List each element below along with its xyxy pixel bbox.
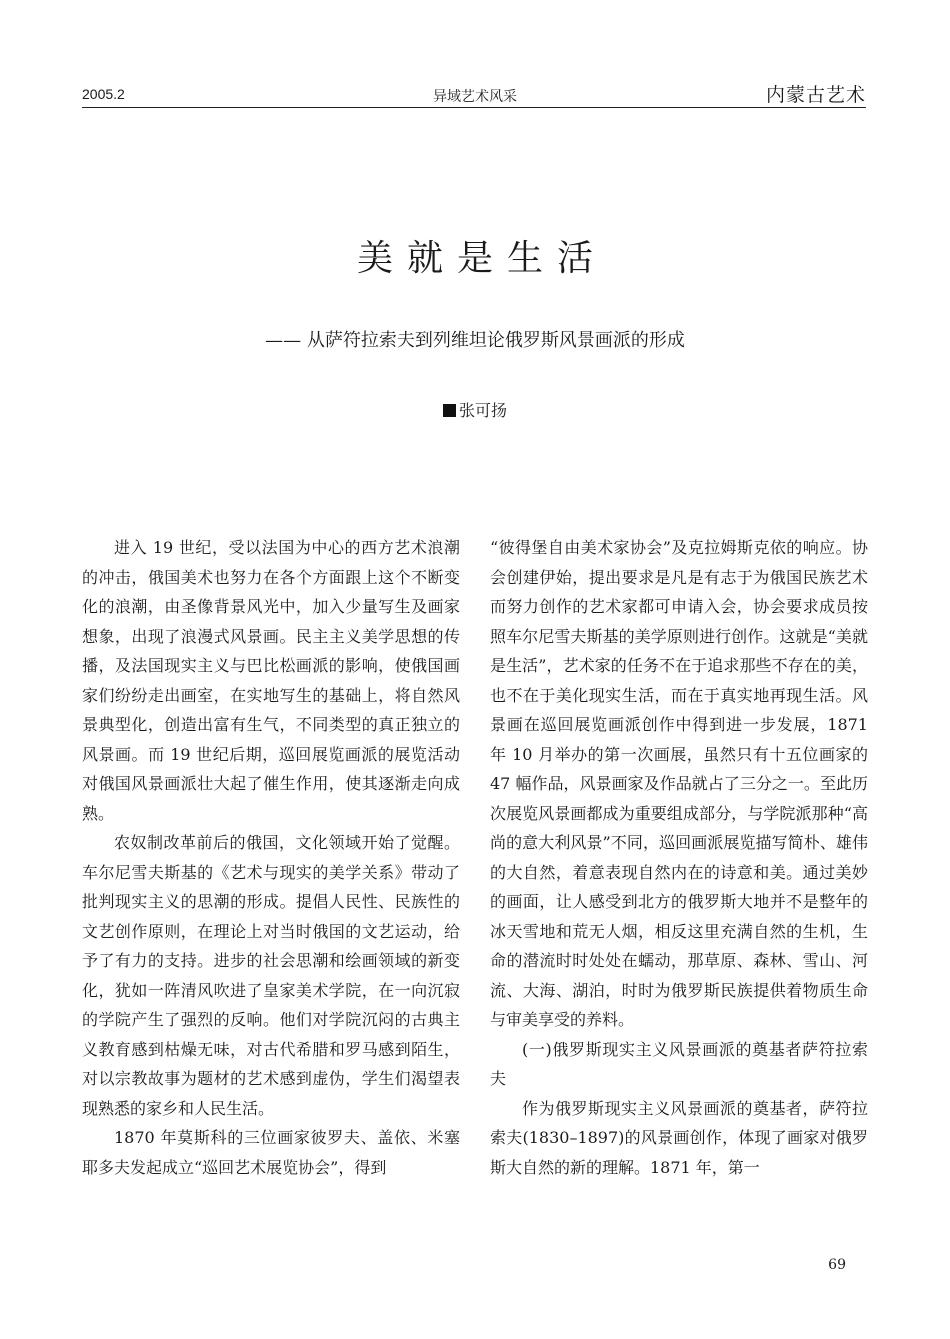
author-line bbox=[0, 398, 950, 421]
page-number: 69 bbox=[828, 1257, 846, 1273]
article-subtitle: —— 从萨符拉索夫到列维坦论俄罗斯风景画派的形成 bbox=[265, 330, 685, 351]
author-name: 张可扬 bbox=[458, 401, 507, 420]
header-section: 异域艺术风采 bbox=[433, 89, 517, 105]
section-heading: (一)俄罗斯现实主义风景画派的奠基者萨符拉索夫 bbox=[490, 1039, 868, 1088]
header-journal: 内蒙古艺术 bbox=[765, 84, 866, 106]
article-title: 美就是生活 bbox=[356, 238, 607, 279]
square-bullet-icon bbox=[443, 404, 456, 417]
paragraph: 作为俄罗斯现实主义风景画派的奠基者，萨符拉索夫(1830–1897)的风景画创作，体现了画家对俄罗斯大自然的新的理解。1871 年，第一 bbox=[490, 1098, 868, 1177]
paragraph-continued: “彼得堡自由美术家协会”及克拉姆斯克依的响应。协会创建伊始，提出要求是凡是有志于为俄国民族艺术而努力创作的艺术家都可申请入会，协会要求成员按照车尔尼雪夫斯基的美学原则进行创作。这就是“美就是生活”，艺术家的任务不在于追求那些不存在的美，也不在于美化现实生活，而在于真实地再现生活。风景画在巡回展览画派创作中得到进一步发展，1871 年 10 月举办的第一次画展，虽然只有十五位画家的 47 幅作品，风景画家及作品就占了三分之一。至此历次展览风景画都成为重要组成部分，与学院派那种“高尚的意大利风景”不同，巡回画派展览描写简朴、雄伟的大自然，着意表现自然内在的诗意和美。通过美妙的画面，让人感受到北方的俄罗斯大地并不是整年的冰天雪地和荒无人烟，相反这里充满自然的生机，生命的潜流时时处处在蠕动，那草原、森林、雪山、河流、大海、湖泊，时时为俄罗斯民族提供着物质生命与审美享受的养料。 bbox=[490, 538, 868, 1029]
paragraph: 1870 年莫斯科的三位画家彼罗夫、盖依、米塞耶多夫发起成立“巡回艺术展览协会”，得到 bbox=[82, 1128, 460, 1177]
left-column bbox=[82, 533, 460, 1182]
header-date: 2005.2 bbox=[82, 86, 125, 102]
paragraph: 进入 19 世纪，受以法国为中心的西方艺术浪潮的冲击，俄国美术也努力在各个方面跟上这个不断变化的浪潮，由圣像背景风光中，加入少量写生及画家想象，出现了浪漫式风景画。民主主义美学思想的传播，及法国现实主义与巴比松画派的影响，使俄国画家们纷纷走出画室，在实地写生的基础上，将自然风景典型化，创造出富有生气，不同类型的真正独立的风景画。而 19 世纪后期，巡回展览画派的展览活动对俄国风景画派壮大起了催生作用，使其逐渐走向成熟。 bbox=[82, 538, 460, 823]
header-rule bbox=[82, 107, 866, 108]
right-column bbox=[490, 533, 868, 1182]
paragraph: 农奴制改革前后的俄国，文化领域开始了觉醒。车尔尼雪夫斯基的《艺术与现实的美学关系》带动了批判现实主义的思潮的形成。提倡人民性、民族性的文艺创作原则，在理论上对当时俄国的文艺运动，给予了有力的支持。进步的社会思潮和绘画领域的新变化，犹如一阵清风吹进了皇家美术学院，在一向沉寂的学院产生了强烈的反响。他们对学院沉闷的古典主义教育感到枯燥无味，对古代希腊和罗马感到陌生，对以宗教故事为题材的艺术感到虚伪，学生们渴望表现熟悉的家乡和人民生活。 bbox=[82, 833, 460, 1118]
